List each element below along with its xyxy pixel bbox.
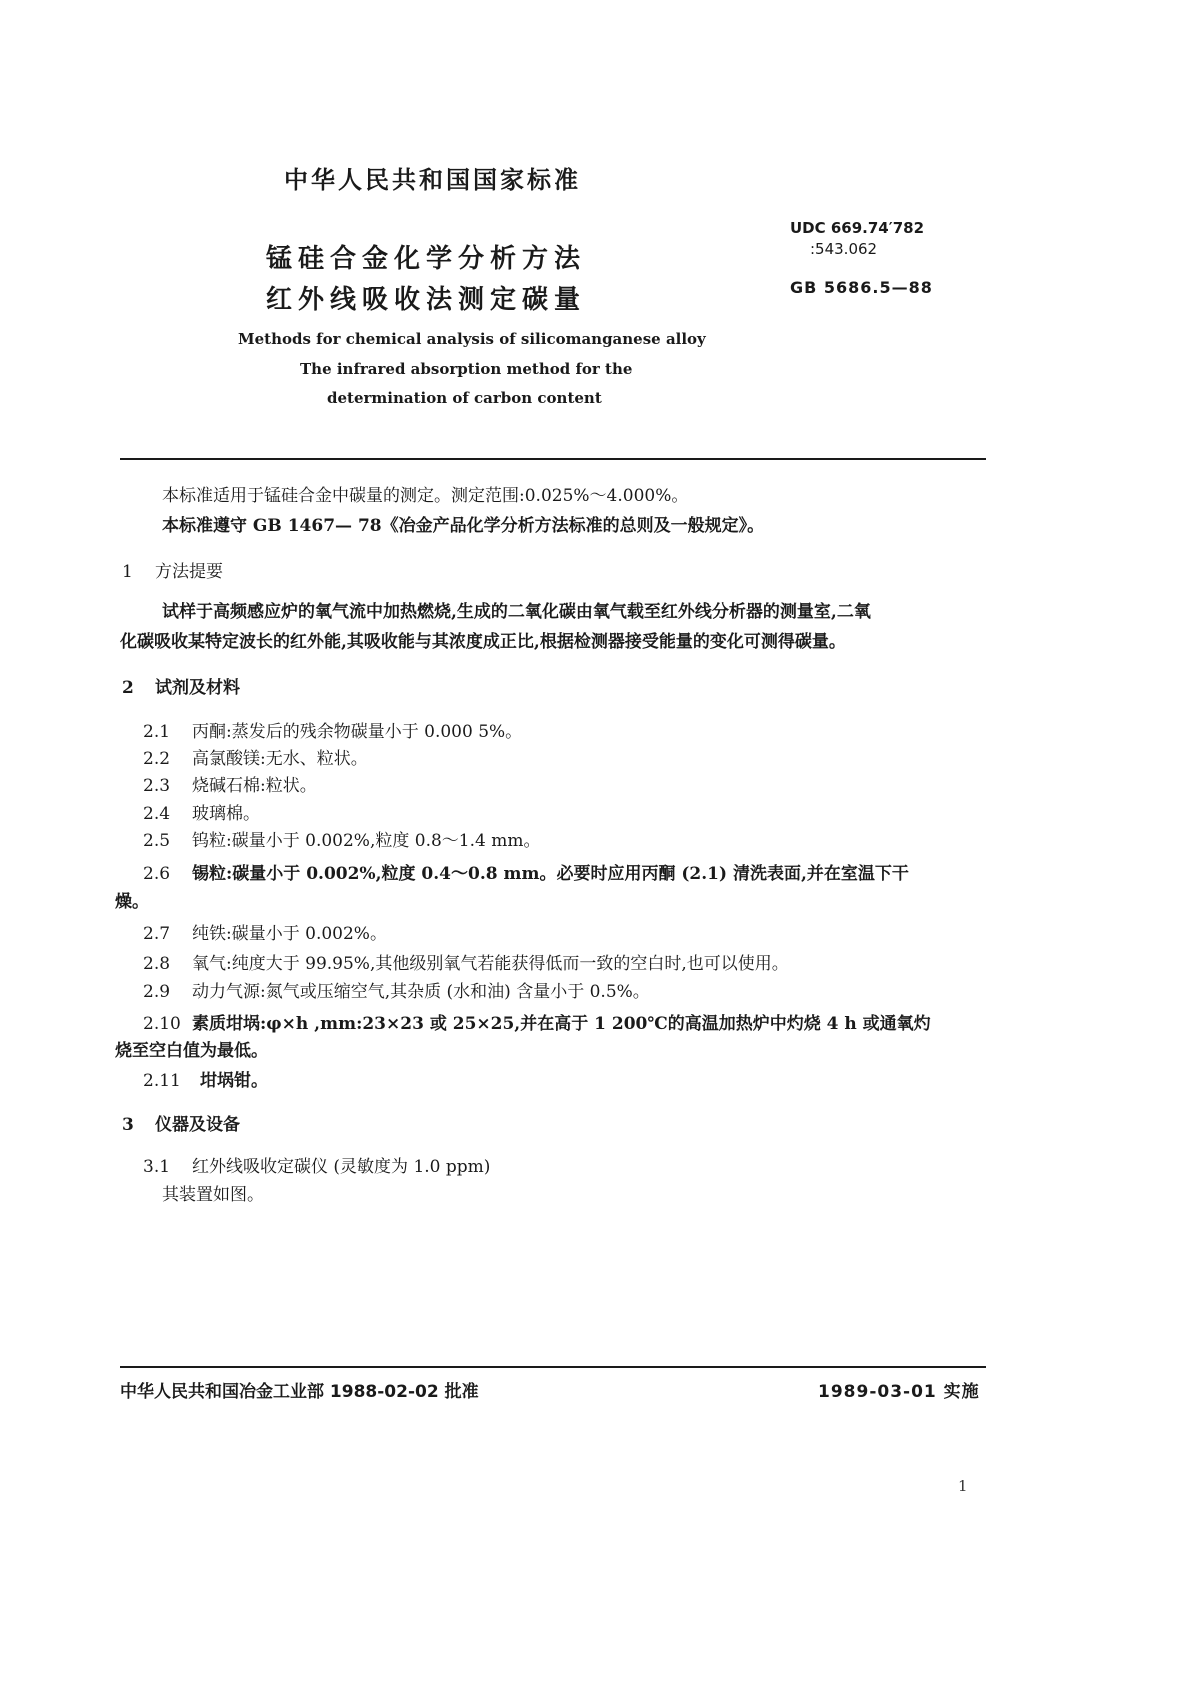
document-title-line1: 锰硅合金化学分析方法 [266, 244, 587, 274]
reagent-item-num: 2.7 [143, 924, 171, 944]
reagent-item-text: 动力气源:氮气或压缩空气,其杂质 (水和油) 含量小于 0.5%。 [192, 982, 650, 1002]
instrument-item-num: 3.1 [143, 1157, 171, 1177]
reagent-item-text: 玻璃棉。 [192, 804, 260, 824]
reagent-item-num: 2.1 [143, 722, 171, 742]
reagent-item-text: 烧碱石棉:粒状。 [192, 776, 317, 796]
national-standard-title: 中华人民共和国国家标准 [284, 166, 581, 194]
section1-paragraph-line1: 试样于高频感应炉的氧气流中加热燃烧,生成的二氧化碳由氧气载至红外线分析器的测量室,二氧 [162, 602, 871, 622]
intro-compliance: 本标准遵守 GB 1467— 78《冶金产品化学分析方法标准的总则及一般规定》。 [162, 516, 765, 536]
approval-statement: 中华人民共和国冶金工业部 1988-02-02 批准 [120, 1382, 479, 1402]
reagent-item-text: 坩埚钳。 [200, 1071, 268, 1091]
udc-code-line1: UDC 669.74′782 [790, 219, 925, 237]
reagent-item-continuation: 烧至空白值为最低。 [115, 1041, 268, 1061]
reagent-item-continuation: 燥。 [115, 892, 149, 912]
reagent-item-num: 2.4 [143, 804, 171, 824]
english-title-line1: Methods for chemical analysis of silicomanganese alloy [238, 330, 706, 348]
reagent-item-num: 2.5 [143, 831, 171, 851]
english-title-line2: The infrared absorption method for the [300, 360, 633, 378]
reagent-item-num: 2.6 [143, 864, 171, 884]
reagent-item-text: 素质坩埚:φ×h ,mm:23×23 或 25×25,并在高于 1 200℃的高温加热炉中灼烧 4 h 或通氧灼 [192, 1014, 931, 1034]
instrument-note: 其装置如图。 [162, 1185, 264, 1205]
section2-heading: 试剂及材料 [155, 678, 240, 698]
section3-heading: 仪器及设备 [155, 1115, 240, 1135]
section1-heading: 方法提要 [155, 562, 223, 582]
reagent-item-num: 2.9 [143, 982, 171, 1002]
reagent-item-text: 锡粒:碳量小于 0.002%,粒度 0.4～0.8 mm。必要时应用丙酮 (2.1) 清洗表面,并在室温下干 [192, 864, 909, 884]
reagent-item-num: 2.3 [143, 776, 171, 796]
section2-number: 2 [122, 678, 134, 698]
reagent-item-num: 2.2 [143, 749, 171, 769]
instrument-item-text: 红外线吸收定碳仪 (灵敏度为 1.0 ppm) [192, 1157, 491, 1177]
section1-paragraph-line2: 化碳吸收某特定波长的红外能,其吸收能与其浓度成正比,根据检测器接受能量的变化可测得碳量。 [120, 632, 846, 652]
gb-code: GB 5686.5—88 [790, 278, 933, 297]
header-divider [120, 458, 986, 460]
reagent-item-num: 2.10 [143, 1014, 181, 1034]
footer-divider [120, 1366, 986, 1368]
reagent-item-num: 2.11 [143, 1071, 181, 1091]
page-number: 1 [958, 1477, 968, 1495]
section3-number: 3 [122, 1115, 134, 1135]
document-title-line2: 红外线吸收法测定碳量 [266, 285, 587, 315]
reagent-item-text: 纯铁:碳量小于 0.002%。 [192, 924, 387, 944]
intro-scope: 本标准适用于锰硅合金中碳量的测定。测定范围:0.025%～4.000%。 [162, 486, 689, 506]
reagent-item-text: 钨粒:碳量小于 0.002%,粒度 0.8～1.4 mm。 [192, 831, 541, 851]
reagent-item-text: 丙酮:蒸发后的残余物碳量小于 0.000 5%。 [192, 722, 523, 742]
section1-number: 1 [122, 562, 133, 582]
implementation-date: 1989-03-01 实施 [818, 1382, 980, 1402]
reagent-item-text: 高氯酸镁:无水、粒状。 [192, 749, 368, 769]
reagent-item-num: 2.8 [143, 954, 171, 974]
english-title-line3: determination of carbon content [327, 389, 602, 407]
udc-code-line2: :543.062 [810, 240, 878, 258]
reagent-item-text: 氧气:纯度大于 99.95%,其他级别氧气若能获得低而一致的空白时,也可以使用。 [192, 954, 789, 974]
